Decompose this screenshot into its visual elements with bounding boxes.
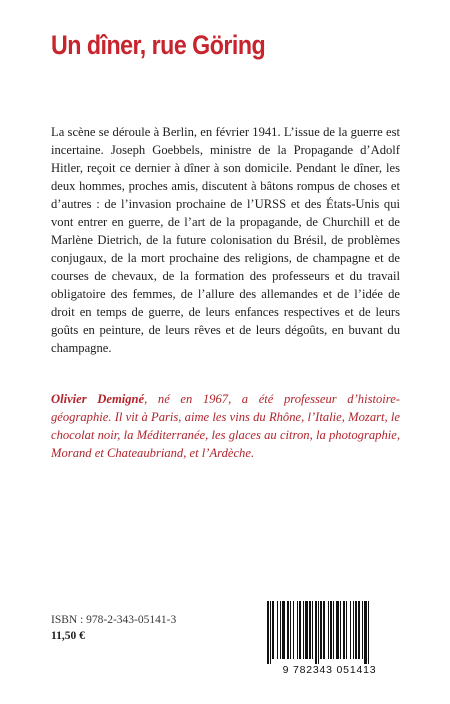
barcode-bar [293, 601, 294, 659]
barcode-bar [336, 601, 339, 659]
barcode-bar [287, 601, 289, 659]
barcode-bar [280, 601, 281, 659]
barcode-bar [333, 601, 334, 659]
barcode-bar [312, 601, 313, 659]
barcode-bar [282, 601, 285, 659]
barcode-bar [346, 601, 347, 659]
barcode-bar [267, 601, 269, 664]
book-summary: La scène se déroule à Berlin, en février 1941. L’issue de la guerre est incertaine. Joseph Goebbels, ministre de la Propagande d’Adolf Hitler, reçoit ce dernier à dîner à son domicile. Pendant le dîner, les deux hommes, proches amis, discutent à bâtons rompus de choses et d’autres : de l’invasion prochaine de l’URSS et des États-Unis qui vont entrer en guerre, de l’art de la propagande, de Churchill et de Marlène Dietrich, de la future colonisation du Brésil, de problèmes conjugaux, de la mort prochaine des religions, de champagne et de courses de chevaux, de la formation des professeurs et du travail obligatoire des femmes, de l’allure des allemandes et de l’idée de droit en temps de guerre, de leurs enfances respectives et de leurs goûts en peinture, de leurs rêves et de leurs dégoûts, en buvant du champagne. [51, 125, 400, 355]
barcode-bar [303, 601, 304, 659]
barcode-bar [315, 601, 317, 664]
barcode-bar [320, 601, 322, 659]
barcode-bar [290, 601, 291, 659]
barcode-bar [305, 601, 308, 659]
author-name: Olivier Demigné [51, 392, 145, 406]
barcode-bar [343, 601, 345, 659]
barcode-bar [358, 601, 360, 659]
barcode-bar [364, 601, 367, 664]
barcode-bar [272, 601, 274, 659]
barcode-bar [277, 601, 278, 659]
book-title: Un dîner, rue Göring [51, 30, 266, 60]
price-label: 11,50 € [51, 630, 85, 642]
isbn-label: ISBN : 978-2-343-05141-3 [51, 614, 177, 626]
author-bio-text: , né en 1967, a été professeur d’histoire-géographie. Il vit à Paris, aime les vins du Rhône, l’Italie, Mozart, le chocolat noir, la Méditerranée, les glaces au citron, la photographie, Morand et Chateaubriand, et l’Ardèche. [51, 392, 400, 460]
barcode-bar [362, 601, 363, 659]
barcode-bar [323, 601, 325, 659]
barcode-bar [368, 601, 369, 664]
barcode-bar [330, 601, 332, 659]
barcode-digits: 9 782343 051413 [282, 664, 377, 676]
barcode-bar [270, 601, 271, 664]
barcode-bar [353, 601, 354, 659]
barcode [257, 597, 402, 677]
barcode-bar [297, 601, 298, 659]
barcode-bars [267, 601, 369, 664]
barcode-bar [340, 601, 341, 659]
barcode-bar [328, 601, 329, 659]
author-bio [51, 390, 400, 462]
barcode-bar [350, 601, 351, 659]
barcode-bar [318, 601, 319, 664]
barcode-bar [299, 601, 301, 659]
barcode-bar [309, 601, 311, 659]
barcode-bar [355, 601, 357, 659]
